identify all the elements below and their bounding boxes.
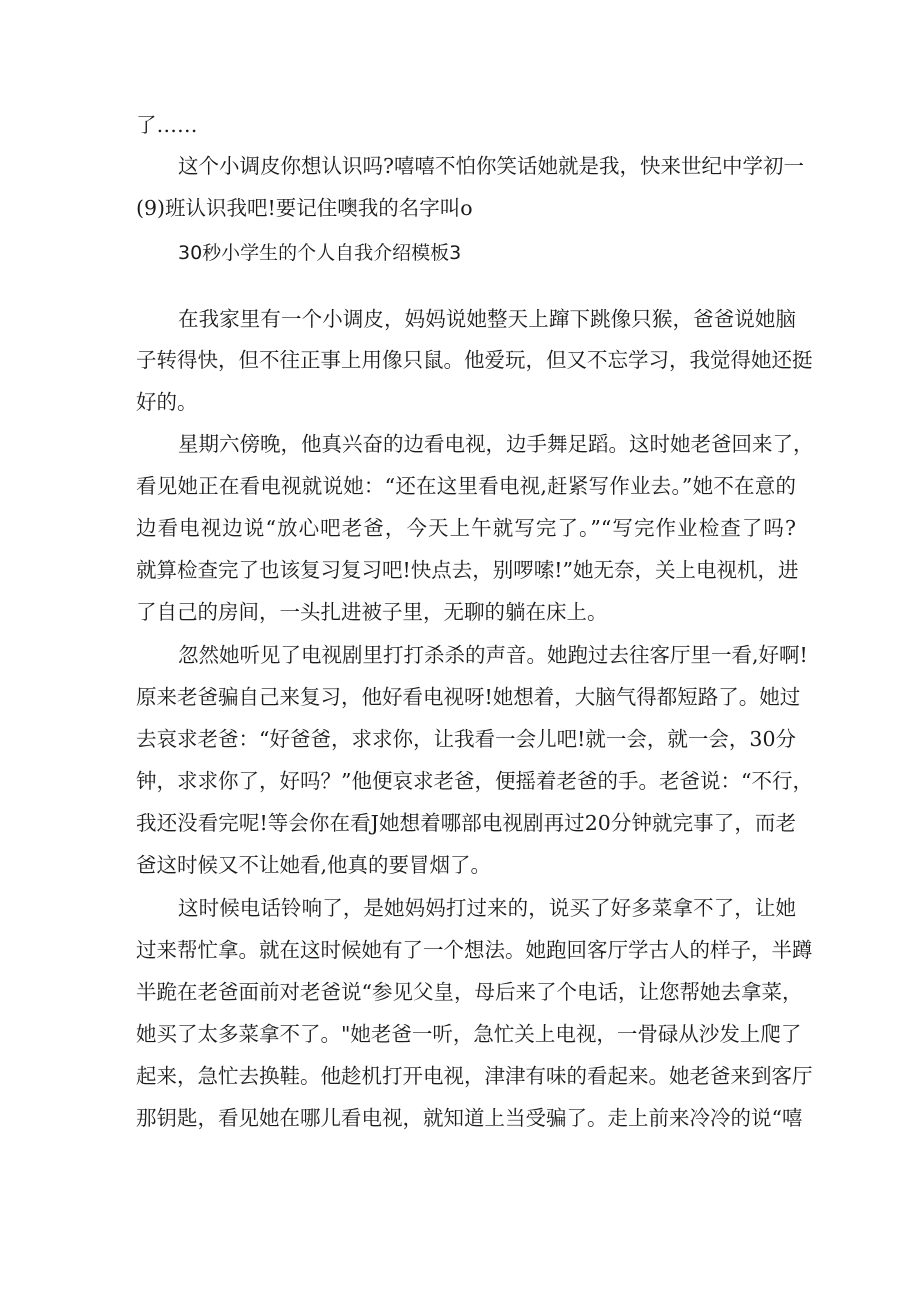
text-line: 我还没看完呢!等会你在看J她想着哪部电视剧再过20分钟就完事了，而老 — [136, 811, 796, 835]
text-line: 就算检查完了也该复习复习吧!快点去，别啰嗦!”她无奈，关上电视机，进 — [136, 558, 799, 582]
text-line: 过来帮忙拿。就在这时候她有了一个想法。她跑回客厅学古人的样子，半蹲 — [136, 938, 813, 962]
text-line: 边看电视边说“放心吧老爸，今天上午就写完了。”“写完作业检查了吗? — [136, 516, 796, 540]
text-line: 原来老爸骗自己来复习，他好看电视呀!她想着，大脑气得都短路了。她过 — [136, 685, 801, 709]
text-line: 了…… — [136, 113, 198, 137]
text-line: 忽然她听见了电视剧里打打杀杀的声音。她跑过去往客厅里一看,好啊! — [178, 643, 808, 667]
text-line: 钟，求求你了，好吗？”他便哀求老爸，便摇着老爸的手。老爸说：“不行， — [136, 769, 813, 793]
text-line: 起来，急忙去换鞋。他趁机打开电视，津津有味的看起来。她老爸来到客厅 — [136, 1064, 813, 1088]
text-line: 看见她正在看电视就说她：“还在这里看电视,赶紧写作业去。”她不在意的 — [136, 474, 796, 498]
text-line: 那钥匙，看见她在哪儿看电视，就知道上当受骗了。走上前来冷冷的说“嘻 — [136, 1106, 803, 1130]
text-line: 爸这时候又不让她看,他真的要冒烟了。 — [136, 853, 492, 877]
text-line: 了自己的房间，一头扎进被子里，无聊的躺在床上。 — [136, 600, 608, 624]
text-line: 半跪在老爸面前对老爸说“参见父皇，母后来了个电话，让您帮她去拿菜， — [136, 980, 803, 1004]
text-line: (9)班认识我吧!要记住噢我的名字叫o — [136, 196, 473, 220]
text-line: 子转得快，但不往正事上用像只鼠。他爱玩，但又不忘学习，我觉得她还挺 — [136, 348, 813, 372]
text-line: 这个小调皮你想认识吗?嘻嘻不怕你笑话她就是我，快来世纪中学初一 — [178, 154, 804, 178]
text-line: 星期六傍晚，他真兴奋的边看电视，边手舞足蹈。这时她老爸回来了， — [178, 432, 814, 456]
text-line: 这时候电话铃响了，是她妈妈打过来的，说买了好多菜拿不了，让她 — [178, 896, 796, 920]
text-line: 她买了太多菜拿不了。"她老爸一听，急忙关上电视，一骨碌从沙发上爬了 — [136, 1022, 802, 1046]
text-line: 去哀求老爸：“好爸爸，求求你，让我看一会儿吧!就一会，就一会，30分 — [136, 727, 796, 751]
text-line: 好的。 — [136, 390, 198, 414]
text-line: 在我家里有一个小调皮，妈妈说她整天上蹿下跳像只猴，爸爸说她脑 — [178, 307, 796, 331]
section-title: 30秒小学生的个人自我介绍模板3 — [178, 242, 462, 264]
